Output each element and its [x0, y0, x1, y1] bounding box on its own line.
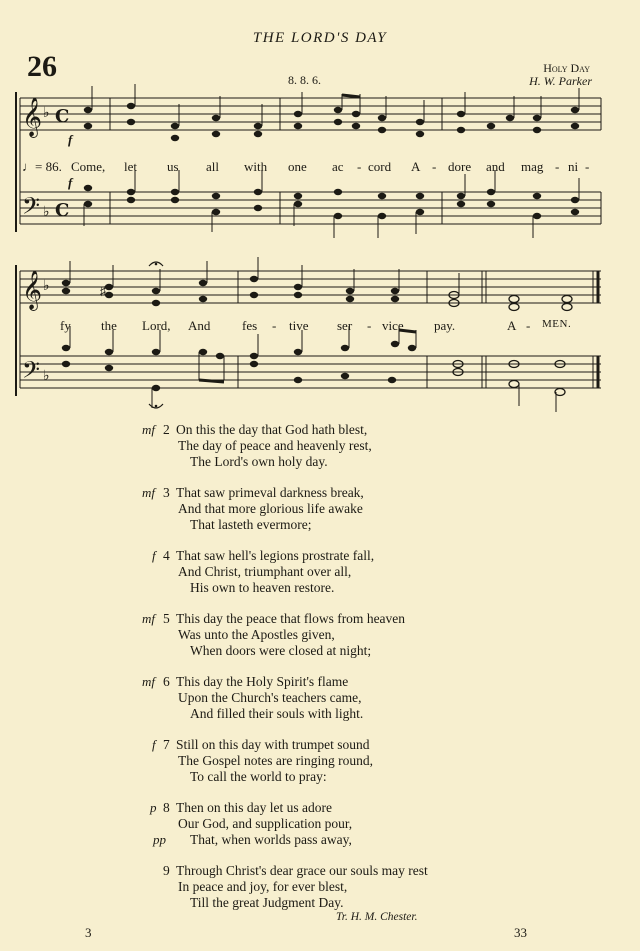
svg-text:C: C: [55, 200, 70, 221]
svg-text:♭: ♭: [43, 105, 50, 121]
translator-credit: Tr. H. M. Chester.: [336, 911, 418, 923]
lyric-syllable: dore: [448, 159, 472, 174]
treble-clef-icon: 𝄞: [22, 270, 43, 310]
section-title: THE LORD'S DAY: [252, 30, 388, 46]
half-notes-system-2-bass: [453, 361, 565, 396]
composer: H. W. Parker: [529, 74, 592, 88]
lyric-syllable: and: [486, 159, 505, 174]
verse-line: This day the peace that flows from heaven: [176, 611, 406, 626]
verse-dynamic: pp: [153, 832, 166, 847]
lyric-syllable: let: [124, 159, 137, 174]
stems-system-1-bass: [84, 170, 579, 238]
verse-line: And filled their souls with light.: [190, 706, 364, 721]
lyric-syllable: vice: [382, 318, 404, 333]
verse-dynamic: p: [150, 800, 157, 815]
staff-bass-1: [20, 192, 601, 224]
verse-number: 5: [163, 611, 170, 626]
tempo-marking: ♩= 86.: [22, 159, 62, 174]
lyric-syllable: with: [244, 159, 268, 174]
dynamic-treble: f: [68, 132, 73, 147]
lyric-syllable: fy: [60, 318, 71, 333]
verse-dynamic: f: [152, 548, 156, 563]
lyric-syllable: MEN.: [542, 318, 572, 330]
stems-system-2-treble: [70, 257, 459, 295]
verse-line: Still on this day with trumpet sound: [176, 737, 370, 752]
lyric-syllable: ser: [337, 318, 353, 333]
half-notes-system-2-treble: [449, 292, 572, 311]
lyric-syllable: ac: [332, 159, 344, 174]
verse-line: Through Christ's dear grace our souls may rest: [176, 863, 428, 878]
verse-number: 7: [163, 737, 170, 752]
notes-system-1-bass: [84, 185, 579, 219]
svg-text:♭: ♭: [43, 368, 50, 384]
verse-number: 6: [163, 674, 170, 689]
lyric-syllable: cord: [368, 159, 392, 174]
lyric-hyphen: -: [272, 318, 277, 333]
lyric-syllable: fes: [242, 318, 258, 333]
lyric-syllable: mag: [521, 159, 544, 174]
verse-dynamic: mf: [142, 611, 155, 626]
lyric-hyphen: -: [432, 159, 437, 174]
hymn-number: 26: [27, 50, 57, 83]
bass-clef-icon: 𝄢: [22, 192, 41, 225]
verse-line: Upon the Church's teachers came,: [178, 690, 362, 705]
lyric-syllable: us: [167, 159, 179, 174]
verse-line: That, when worlds pass away,: [190, 832, 352, 847]
verse-line: That saw hell's legions prostrate fall,: [176, 548, 375, 563]
treble-clef-icon: 𝄞: [22, 97, 43, 137]
dynamic-bass: f: [68, 175, 73, 190]
verse-line: The day of peace and heavenly rest,: [178, 438, 372, 453]
lyric-hyphen: -: [526, 318, 531, 333]
lyric-syllable: Lord,: [142, 318, 171, 333]
verse-line: That saw primeval darkness break,: [176, 485, 364, 500]
verse-line: And that more glorious life awake: [178, 501, 363, 516]
verse-number: 9: [163, 863, 170, 878]
notes-system-2-bass: [62, 341, 416, 391]
lyric-syllable: Come,: [71, 159, 106, 174]
notes-system-2-treble: [62, 276, 399, 306]
verse-line: To call the world to pray:: [190, 769, 327, 784]
verse-line: The Gospel notes are ringing round,: [178, 753, 373, 768]
lyric-hyphen: -: [585, 159, 590, 174]
verse-dynamic: mf: [142, 674, 155, 689]
verse-number: 2: [163, 422, 170, 437]
page-number: 33: [514, 925, 527, 940]
lyric-syllable: pay.: [434, 318, 456, 333]
stems-system-2-bass: [70, 326, 556, 412]
verse-dynamic: f: [152, 737, 156, 752]
verse-number: 4: [163, 548, 170, 563]
verse-line: On this the day that God hath blest,: [176, 422, 368, 437]
verse-line: In peace and joy, for ever blest,: [178, 879, 348, 894]
verse-dynamic: mf: [142, 485, 155, 500]
lyric-syllable: tive: [289, 318, 309, 333]
verse-number: 3: [163, 485, 170, 500]
signature-mark: 3: [85, 925, 92, 940]
lyric-hyphen: -: [555, 159, 560, 174]
verse-line: His own to heaven restore.: [190, 580, 335, 595]
verse-line: This day the Holy Spirit's flame: [176, 674, 349, 689]
verse-line: When doors were closed at night;: [190, 643, 372, 658]
meter: 8. 8. 6.: [288, 73, 321, 87]
verse-number: 8: [163, 800, 170, 815]
verse-line: Our God, and supplication pour,: [178, 816, 353, 831]
verse-line: Then on this day let us adore: [176, 800, 332, 815]
bass-clef-icon: 𝄢: [22, 356, 41, 389]
music-score: [0, 0, 640, 420]
verse-line: And Christ, triumphant over all,: [178, 564, 352, 579]
verse-line: Was unto the Apostles given,: [178, 627, 335, 642]
lyric-hyphen: -: [357, 159, 362, 174]
svg-text:♭: ♭: [43, 204, 50, 220]
lyric-syllable: all: [206, 159, 219, 174]
tune-name: Holy Day: [543, 61, 590, 75]
verse-dynamic: mf: [142, 422, 155, 437]
lyric-hyphen: -: [367, 318, 372, 333]
svg-text:C: C: [55, 106, 70, 127]
lyric-syllable: ni: [568, 159, 579, 174]
lyric-syllable: A: [507, 318, 517, 333]
svg-text:♯: ♯: [100, 284, 106, 298]
verse-line: The Lord's own holy day.: [190, 454, 328, 469]
lyric-syllable: And: [188, 318, 211, 333]
verse-line: Till the great Judgment Day.: [190, 895, 344, 910]
verse-line: That lasteth evermore;: [190, 517, 312, 532]
lyric-syllable: A: [411, 159, 421, 174]
svg-text:♭: ♭: [43, 278, 50, 294]
lyric-syllable: the: [101, 318, 117, 333]
lyric-syllable: one: [288, 159, 307, 174]
